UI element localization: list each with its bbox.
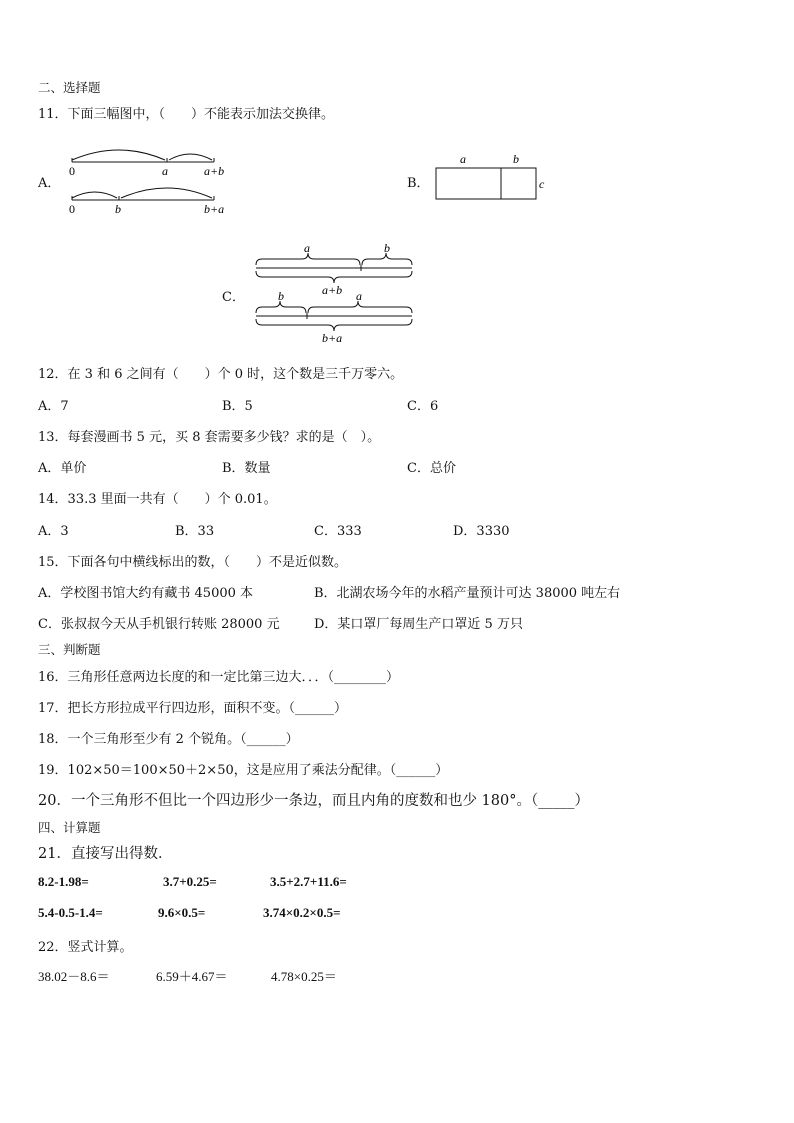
q14-option-c[interactable]: C．333 <box>314 524 362 539</box>
fig-a-zero-1: 0 <box>69 164 75 178</box>
question-13: 13．每套漫画书 5 元，买 8 套需要多少钱？求的是（ ）。 <box>38 430 381 445</box>
fig-a-a: a <box>162 164 168 178</box>
fig-a-bpa: b+a <box>204 202 225 216</box>
q12-option-b[interactable]: B．5 <box>222 399 253 414</box>
question-16: 16．三角形任意两边长度的和一定比第三边大．．．（________） <box>38 670 400 685</box>
q14-option-b[interactable]: B．33 <box>175 524 215 539</box>
question-21: 21．直接写出得数． <box>38 846 173 862</box>
fig-c-apb: a+b <box>322 283 343 297</box>
question-17: 17．把长方形拉成平行四边形，面积不变。（______） <box>38 701 348 716</box>
fig-c-b-bottom: b <box>278 289 284 303</box>
q15-option-b[interactable]: B．北湖农场今年的水稻产量预计可达 38000 吨左右 <box>314 586 621 601</box>
section-title-judgement: 三、判断题 <box>38 642 101 657</box>
question-15: 15．下面各句中横线标出的数，（ ）不是近似数。 <box>38 555 348 570</box>
fig-c-bpa: b+a <box>322 331 343 345</box>
fig-b-b: b <box>513 152 519 166</box>
q21-expr-3: 3.5+2.7+11.6= <box>270 874 347 889</box>
q11-option-a-label: A． <box>38 176 61 191</box>
q11-option-b-label: B． <box>407 176 430 191</box>
q15-option-a[interactable]: A．学校图书馆大约有藏书 45000 本 <box>38 586 254 601</box>
q22-expr-1: 38.02－8.6＝ <box>38 969 110 984</box>
question-22: 22．竖式计算。 <box>38 940 133 955</box>
q12-option-a[interactable]: A．7 <box>38 399 69 414</box>
question-20: 20．一个三角形不但比一个四边形少一条边，而且内角的度数和也少 180°。（_____） <box>38 793 589 809</box>
q11-figure-c <box>250 238 420 348</box>
q15-option-c[interactable]: C．张叔叔今天从手机银行转账 28000 元 <box>38 617 280 632</box>
fig-c-b-top: b <box>384 241 390 255</box>
q21-expr-4: 5.4-0.5-1.4= <box>38 905 103 920</box>
q14-option-a[interactable]: A．3 <box>38 524 69 539</box>
fig-a-b: b <box>115 202 121 216</box>
question-11: 11．下面三幅图中，（ ）不能表示加法交换律。 <box>38 107 335 122</box>
q13-option-b[interactable]: B．数量 <box>222 461 271 476</box>
question-14: 14．33.3 里面一共有（ ）个 0.01。 <box>38 492 277 507</box>
fig-a-zero-2: 0 <box>69 202 75 216</box>
q21-expr-6: 3.74×0.2×0.5= <box>263 905 341 920</box>
question-12: 12．在 3 和 6 之间有（ ）个 0 时，这个数是三千万零六。 <box>38 367 404 382</box>
fig-b-c: c <box>539 177 545 191</box>
q13-option-a[interactable]: A．单价 <box>38 461 87 476</box>
q21-expr-5: 9.6×0.5= <box>158 905 206 920</box>
q11-figure-b <box>430 150 560 205</box>
question-19: 19．102×50＝100×50＋2×50，这是应用了乘法分配律。（______） <box>38 763 449 778</box>
q12-option-c[interactable]: C．6 <box>407 399 439 414</box>
question-18: 18．一个三角形至少有 2 个锐角。（______） <box>38 732 299 747</box>
q22-expr-3: 4.78×0.25＝ <box>271 969 337 984</box>
q14-option-d[interactable]: D．3330 <box>453 524 510 539</box>
fig-a-apb: a+b <box>204 164 225 178</box>
fig-c-a-top: a <box>304 241 310 255</box>
section-title-choice: 二、选择题 <box>38 80 101 95</box>
fig-b-a: a <box>460 152 466 166</box>
q11-figure-a <box>62 140 242 220</box>
q15-option-d[interactable]: D．某口罩厂每周生产口罩近 5 万只 <box>314 617 523 632</box>
section-title-calculation: 四、计算题 <box>38 820 101 835</box>
q13-option-c[interactable]: C．总价 <box>407 461 456 476</box>
q21-expr-2: 3.7+0.25= <box>163 874 217 889</box>
q21-expr-1: 8.2-1.98= <box>38 874 89 889</box>
q22-expr-2: 6.59＋4.67＝ <box>156 969 228 984</box>
fig-c-a-bottom: a <box>356 289 362 303</box>
q11-option-c-label: C． <box>222 290 245 305</box>
